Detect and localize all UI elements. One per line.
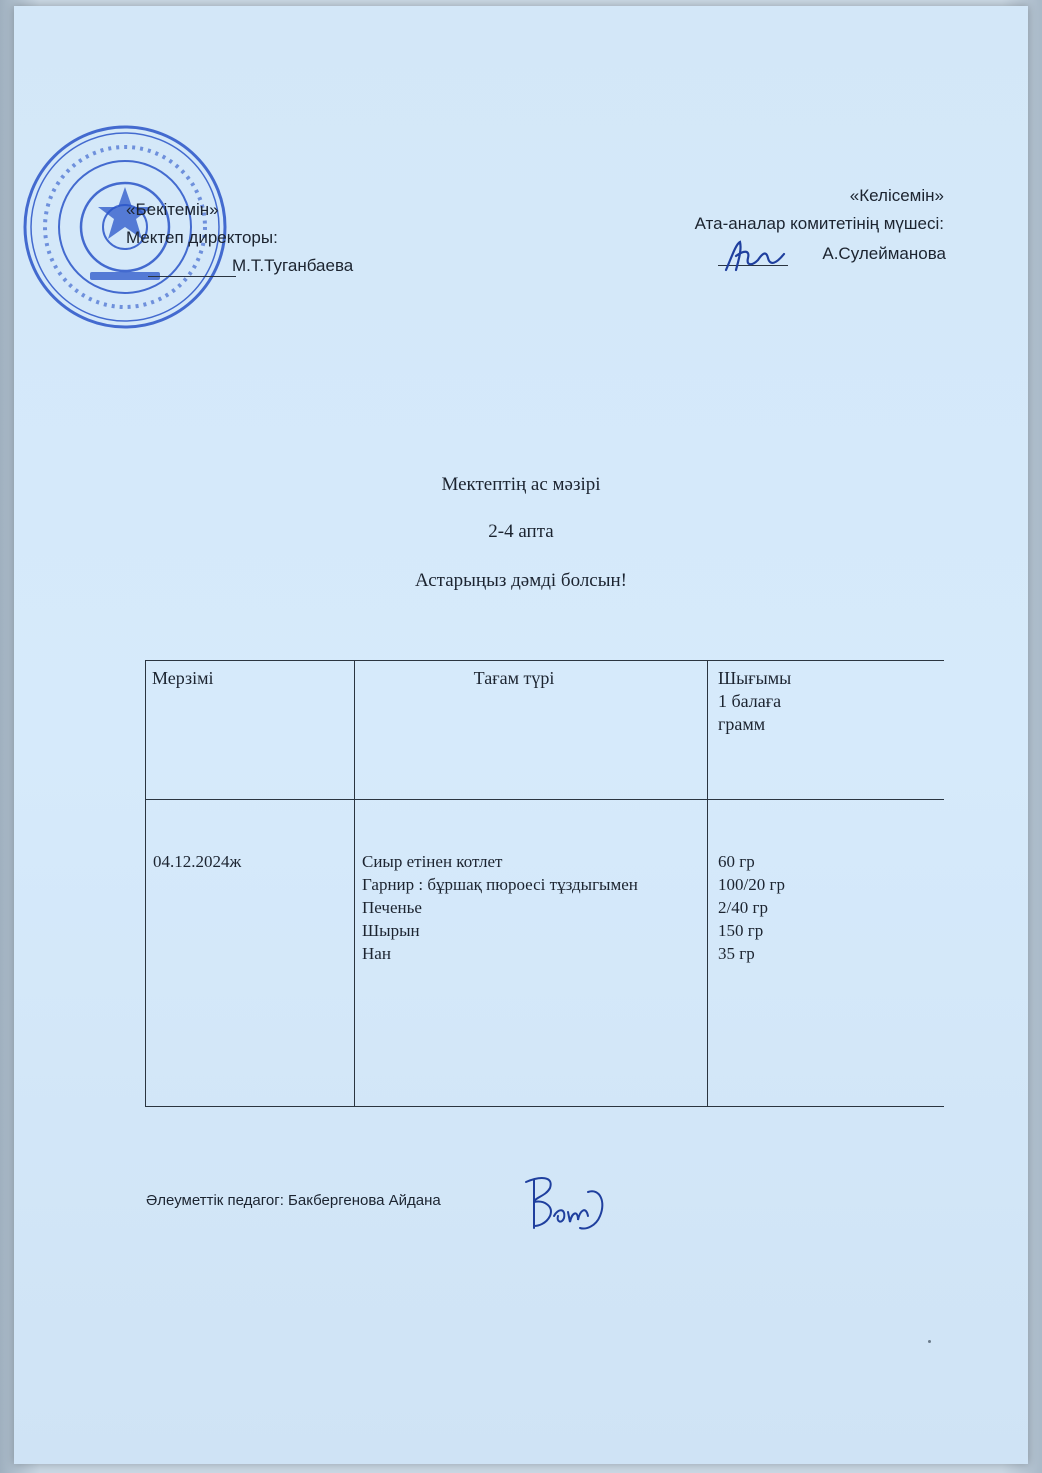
yield-item: 2/40 гр xyxy=(718,898,768,917)
row-date: 04.12.2024ж xyxy=(153,852,242,871)
paper-speck xyxy=(928,1340,931,1343)
week-label: 2-4 апта xyxy=(488,521,554,542)
food-item: Сиыр етінен котлет xyxy=(362,852,503,871)
director-signature-line xyxy=(148,276,236,277)
menu-table xyxy=(145,660,944,1107)
official-stamp-icon xyxy=(20,122,230,332)
menu-title: Мектептің ас мәзірі xyxy=(441,474,601,495)
director-name: М.Т.Туганбаева xyxy=(232,256,354,275)
food-cell xyxy=(355,800,708,1107)
yield-item: 150 гр xyxy=(718,921,764,940)
pedagog-signature-text: Әлеуметтік педагог: Бакбергенова Айдана xyxy=(146,1192,441,1209)
food-item: Гарнир : бұршақ пюроесі тұздыгымен xyxy=(362,875,638,894)
pedagog-signature-icon xyxy=(520,1172,610,1236)
yield-cell xyxy=(708,800,945,1107)
agree-label: «Келісемін» xyxy=(849,186,944,205)
header-yield-cell xyxy=(708,661,945,800)
table-row xyxy=(146,800,945,1107)
yield-item: 60 гр xyxy=(718,852,755,871)
header-food: Тағам түрі xyxy=(473,668,555,688)
date-cell xyxy=(146,800,355,1107)
header-date: Мерзімі xyxy=(152,668,214,688)
member-signature-icon xyxy=(722,236,792,276)
food-item: Шырын xyxy=(362,921,420,940)
food-item: Нан xyxy=(362,944,391,963)
table-header-row xyxy=(146,661,945,800)
yield-item: 35 гр xyxy=(718,944,755,963)
header-yield-line: 1 балаға xyxy=(718,691,782,711)
director-label: Мектеп директоры: xyxy=(126,228,278,247)
header-yield-line: грамм xyxy=(718,714,766,734)
food-item: Печенье xyxy=(362,898,422,917)
header-yield-line: Шығымы xyxy=(718,668,792,688)
committee-label: Ата-аналар комитетінің мүшесі: xyxy=(694,214,944,233)
header-food-cell xyxy=(355,661,708,800)
wish-text: Астарыңыз дәмді болсын! xyxy=(414,570,627,591)
member-name: А.Сулейманова xyxy=(822,244,946,263)
yield-item: 100/20 гр xyxy=(718,875,785,894)
header-date-cell xyxy=(146,661,355,800)
approve-label: «Бекітемін» xyxy=(126,200,219,219)
